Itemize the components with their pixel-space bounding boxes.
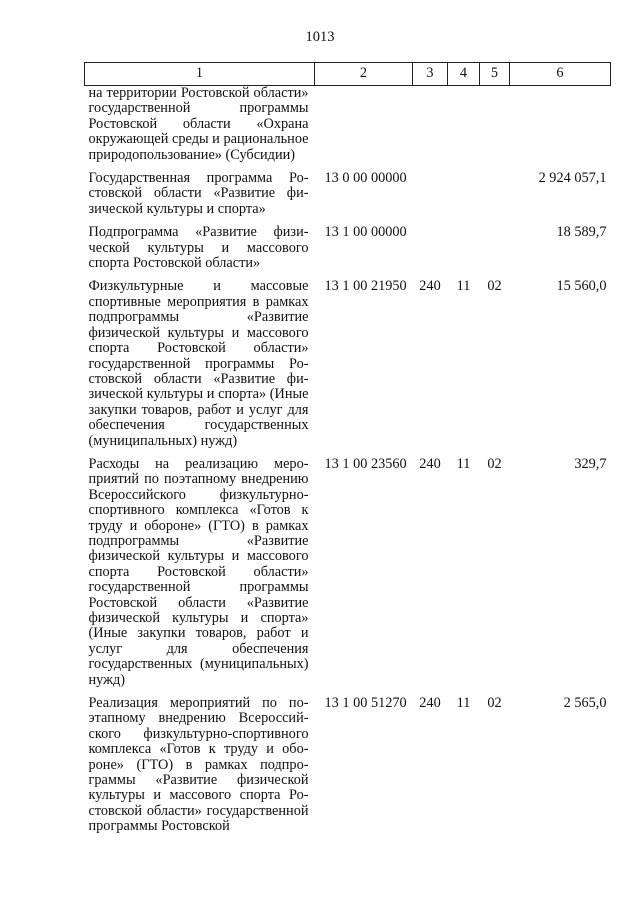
row-code bbox=[315, 86, 413, 172]
row-name: Физкультурные и массовые спортивные мероприятия в рамках подпрограммы «Развитие физической культуры и массового спорта Ростовской области» государственной программы Ростовской области «Развитие физической культуры и спорта» (Иные закупки товаров, работ и услуг для обеспечения государственных (муниципальных) нужд) bbox=[88, 278, 309, 449]
row-code: 13 0 00 00000 bbox=[324, 170, 407, 187]
row-code: 13 1 00 51270 bbox=[324, 695, 407, 712]
table-row bbox=[85, 225, 611, 279]
row-col5 bbox=[480, 86, 510, 172]
row-name: Государственная программа Ростовской области «Развитие физической культуры и спорта» bbox=[88, 170, 309, 217]
row-col3 bbox=[413, 225, 448, 279]
row-amount: 2 565,0 bbox=[563, 695, 607, 712]
row-col5: 02 bbox=[487, 695, 502, 712]
row-col3: 240 bbox=[419, 278, 441, 295]
budget-table bbox=[84, 62, 611, 835]
row-amount: 329,7 bbox=[574, 455, 607, 472]
row-amount bbox=[510, 86, 611, 172]
row-amount: 2 924 057,1 bbox=[538, 170, 607, 187]
row-col5 bbox=[480, 171, 510, 225]
row-code: 13 1 00 23560 bbox=[324, 455, 407, 472]
row-col4: 11 bbox=[456, 278, 471, 295]
row-col3: 240 bbox=[419, 695, 441, 712]
row-col4 bbox=[448, 86, 480, 172]
row-amount: 15 560,0 bbox=[556, 278, 607, 295]
row-col5: 02 bbox=[487, 278, 502, 295]
row-name: Подпрограмма «Развитие физической культуры и массового спорта Ростовской области» bbox=[88, 224, 309, 272]
header-cell-1: 1 bbox=[85, 63, 315, 86]
row-col4 bbox=[448, 225, 480, 279]
row-amount: 18 589,7 bbox=[556, 224, 607, 241]
header-cell-6: 6 bbox=[510, 63, 611, 86]
row-name: Реализация мероприятий по поэтапному внедрению Всероссийского физкультурно-спортивного комплекса «Готов к труду и обороне» (ГТО) в рамках подпрограммы «Развитие физической культуры и массового спорта Ростовской области» государственной программы Ростовской bbox=[88, 695, 309, 835]
table-row bbox=[85, 279, 611, 456]
row-code: 13 1 00 21950 bbox=[324, 278, 407, 295]
row-col5 bbox=[480, 225, 510, 279]
row-name: на территории Ростовской области» государственной программы Ростовской области «Охрана окружающей среды и рациональное природопользование» (Субсидии) bbox=[88, 85, 309, 163]
header-cell-5: 5 bbox=[480, 63, 510, 86]
table-row bbox=[85, 171, 611, 225]
row-col4 bbox=[448, 171, 480, 225]
header-cell-2: 2 bbox=[315, 63, 413, 86]
header-cell-3: 3 bbox=[413, 63, 448, 86]
table-row bbox=[85, 86, 611, 172]
row-col4: 11 bbox=[456, 695, 471, 712]
row-col3 bbox=[413, 171, 448, 225]
page-number: 1013 bbox=[305, 29, 335, 45]
header-cell-4: 4 bbox=[448, 63, 480, 86]
row-col4: 11 bbox=[456, 455, 471, 472]
header-row bbox=[85, 63, 611, 86]
row-col3: 240 bbox=[419, 455, 441, 472]
row-col3 bbox=[413, 86, 448, 172]
table-row bbox=[85, 696, 611, 835]
row-code: 13 1 00 00000 bbox=[324, 224, 407, 241]
table-row bbox=[85, 457, 611, 696]
row-col5: 02 bbox=[487, 455, 502, 472]
row-name: Расходы на реализацию мероприятий по поэтапному внедрению Всероссийского физкультурно-спортивного комплекса «Готов к труду и обороне» (ГТО) в рамках подпрограммы «Развитие физической культуры и массового спорта Ростовской области» государственной программы Ростовской области «Развитие физической культуры и спорта» (Иные закупки товаров, работ и услуг для обеспечения государственных (муниципальных) нужд) bbox=[88, 455, 309, 688]
